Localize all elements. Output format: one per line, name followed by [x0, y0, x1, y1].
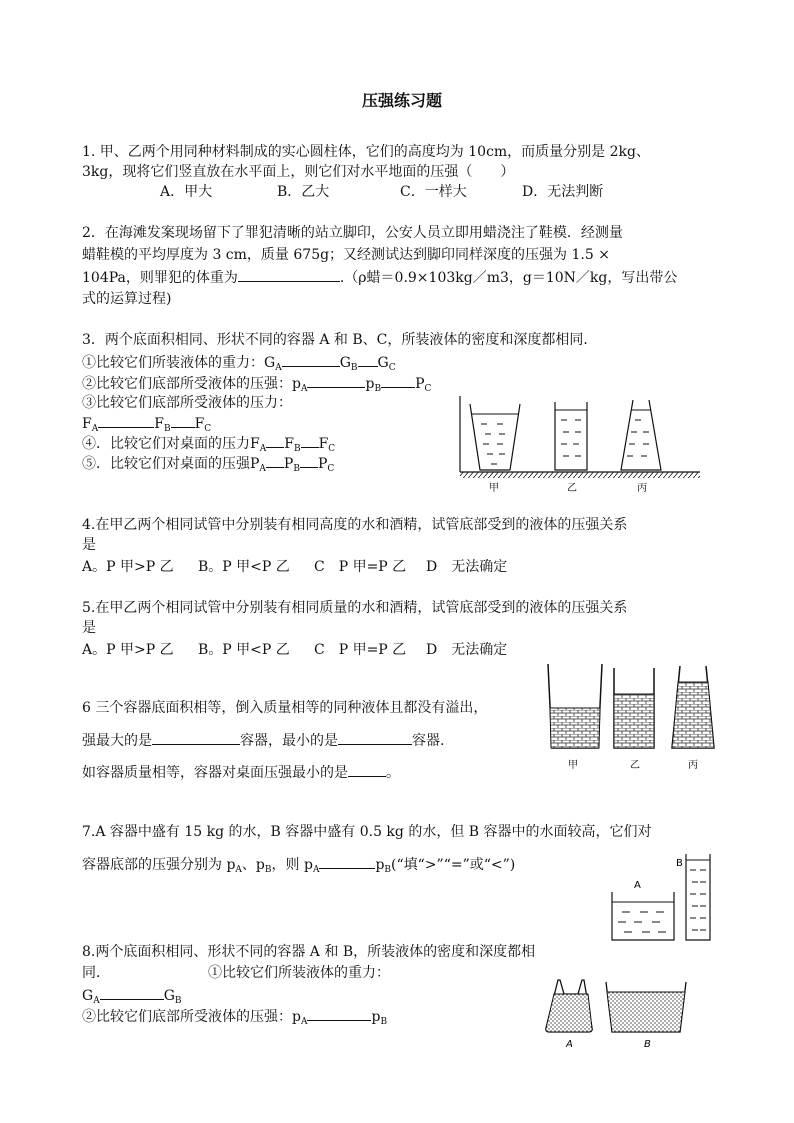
q7-label-b: B: [676, 858, 683, 869]
q8-line3: $G_A$ $G_B$: [82, 984, 182, 1007]
q3-label-bing: 丙: [637, 483, 647, 494]
q5-line1: 5.在甲乙两个相同试管中分别装有相同质量的水和酒精，试管底部受到的液体的压强关系: [82, 600, 628, 616]
q6-label-yi: 乙: [630, 760, 640, 771]
q7-container-b: [686, 854, 710, 940]
q3-s2: ②比较它们底部所受液体的压强：$p_A$ $p_B$ $P_C$: [82, 372, 431, 395]
q2-line3-a: 104Pa，则罪犯的体重为: [82, 270, 238, 286]
q1-line2: 3kg，现将它们竖直放在水平面上，则它们对水平地面的压强（ ）: [82, 164, 515, 180]
q3-s3-blank-2[interactable]: [171, 412, 195, 428]
q5-option-b: B。P 甲<P 乙: [198, 642, 290, 658]
q6-container-bing-liquid: [672, 682, 714, 748]
q6-container-yi-liquid: [614, 694, 654, 748]
q5-option-c: C P 甲=P 乙: [314, 642, 407, 658]
q8-pressure-blank[interactable]: [307, 1005, 371, 1021]
q3-containers-figure: [455, 392, 705, 492]
q1-option-a: A．甲大: [160, 184, 213, 200]
q3-intro: 3．两个底面积相同、形状不同的容器 A 和 B、C，所装液体的密度和深度都相同．: [82, 332, 598, 348]
q2-line3: [82, 266, 677, 289]
q2-line3-b: .（ρ蜡＝0.9×103kg／m3，g＝10N／kg，写出带公: [339, 270, 678, 286]
q7-line1: 7.A 容器中盛有 15 kg 的水，B 容器中盛有 0.5 kg 的水，但 B 容器中的水面较高，它们对: [82, 824, 652, 840]
q6-containers-figure: [544, 662, 724, 774]
q5-option-a: A。P 甲>P 乙: [82, 642, 174, 658]
q8-weight-blank[interactable]: [100, 984, 164, 1000]
q4-option-d: D 无法确定: [426, 559, 508, 575]
q8-line1: 8.两个底面积相同、形状不同的容器 A 和 B，所装液体的密度和深度都相: [82, 944, 536, 960]
page-title: 压强练习题: [362, 91, 443, 110]
q3-s4-blank-2[interactable]: [301, 432, 319, 448]
q3-s2-blank-2[interactable]: [381, 372, 415, 388]
q4-option-b: B。P 甲<P 乙: [198, 559, 290, 575]
q6-line3: 如容器质量相等，容器对桌面压强最小的是 。: [82, 761, 400, 784]
q3-container-jia-liquid: [481, 424, 505, 464]
q7-containers-figure: [610, 850, 720, 942]
q2-line2: 蜡鞋模的平均厚度为 3 cm，质量 675g；又经测试达到脚印同样深度的压强为 1.5 ×: [82, 247, 610, 263]
q8-containers-figure: [540, 972, 690, 1050]
q1-option-b: B．乙大: [277, 184, 330, 200]
q3-s4-blank-1[interactable]: [266, 432, 284, 448]
q8-line2: 同． ①比较它们所装液体的重力：: [82, 965, 390, 981]
q1-option-c: C．一样大: [400, 184, 467, 200]
q2-line4: 式的运算过程): [82, 291, 172, 307]
q5-line2: 是: [82, 620, 96, 636]
q4-line2: 是: [82, 537, 96, 553]
q8-container-a-liquid: [546, 994, 592, 1032]
q5-option-d: D 无法确定: [426, 642, 508, 658]
q7-container-b-liquid: [690, 870, 706, 930]
q3-s3-blank-1[interactable]: [98, 412, 154, 428]
q3-ground-hatch: [460, 472, 700, 478]
q7-label-a: A: [634, 880, 641, 891]
q6-max-blank[interactable]: [152, 729, 240, 745]
q6-line1: 6 三个容器底面积相等，倒入质量相等的同种液体且都没有溢出，: [82, 700, 488, 716]
q3-s5-blank-2[interactable]: [300, 452, 318, 468]
q3-s2-blank-1[interactable]: [307, 372, 365, 388]
q7-container-a: [612, 892, 674, 940]
q6-line2: 强最大的是 容器，最小的是 容器.: [82, 729, 444, 752]
q8-label-b: B: [644, 1039, 651, 1050]
q3-container-yi-liquid: [561, 420, 581, 456]
q3-container-yi: [555, 402, 587, 470]
q4-line1: 4.在甲乙两个相同试管中分别装有相同高度的水和酒精，试管底部受到的液体的压强关系: [82, 517, 628, 533]
q2-line1: 2．在海滩发案现场留下了罪犯清晰的站立脚印，公安人员立即用蜡浇注了鞋模．经测量: [82, 225, 623, 241]
q8-container-b-liquid: [607, 992, 685, 1032]
q8-label-a: A: [566, 1039, 573, 1050]
q3-s3-answer: $F_A$ $F_B$ $F_C$: [82, 412, 211, 435]
q6-min-blank[interactable]: [338, 729, 412, 745]
q6-table-blank[interactable]: [348, 761, 386, 777]
q6-container-jia-liquid: [550, 708, 600, 748]
q7-container-a-liquid: [618, 912, 666, 932]
q3-s1-blank-2[interactable]: [358, 351, 378, 367]
q3-s1: ①比较它们所装液体的重力：$G_A$ $G_B$ $G_C$: [82, 351, 396, 374]
q6-label-bing: 丙: [688, 760, 698, 771]
q4-option-a: A。P 甲>P 乙: [82, 559, 174, 575]
q3-label-yi: 乙: [567, 483, 577, 494]
q2-weight-blank[interactable]: [238, 266, 340, 282]
q7-compare-blank[interactable]: [319, 853, 375, 869]
q8-line4: ②比较它们底部所受液体的压强：$p_A$ $p_B$: [82, 1005, 387, 1028]
q1-line1: 1. 甲、乙两个用同种材料制成的实心圆柱体，它们的高度均为 10cm，而质量分别是 2kg、: [82, 144, 650, 160]
q1-option-d: D．无法判断: [522, 184, 604, 200]
q4-option-c: C P 甲=P 乙: [314, 559, 407, 575]
q3-s5: ⑤．比较它们对桌面的压强$P_A$ $P_B$ $P_C$: [82, 452, 334, 475]
q6-label-jia: 甲: [568, 760, 578, 771]
q3-s5-blank-1[interactable]: [266, 452, 284, 468]
q7-line2: 容器底部的压强分别为 $p_A$、$p_B$，则 $p_A$ $p_B(“$填“>”“=”或“<”): [82, 853, 515, 876]
q3-label-jia: 甲: [489, 483, 499, 494]
q3-s4: ④．比较它们对桌面的压力$F_A$ $F_B$ $F_C$: [82, 432, 335, 455]
q3-s1-blank-1[interactable]: [282, 351, 340, 367]
q3-container-bing-liquid: [627, 420, 649, 456]
q3-s3: ③比较它们底部所受液体的压力：: [82, 395, 292, 411]
